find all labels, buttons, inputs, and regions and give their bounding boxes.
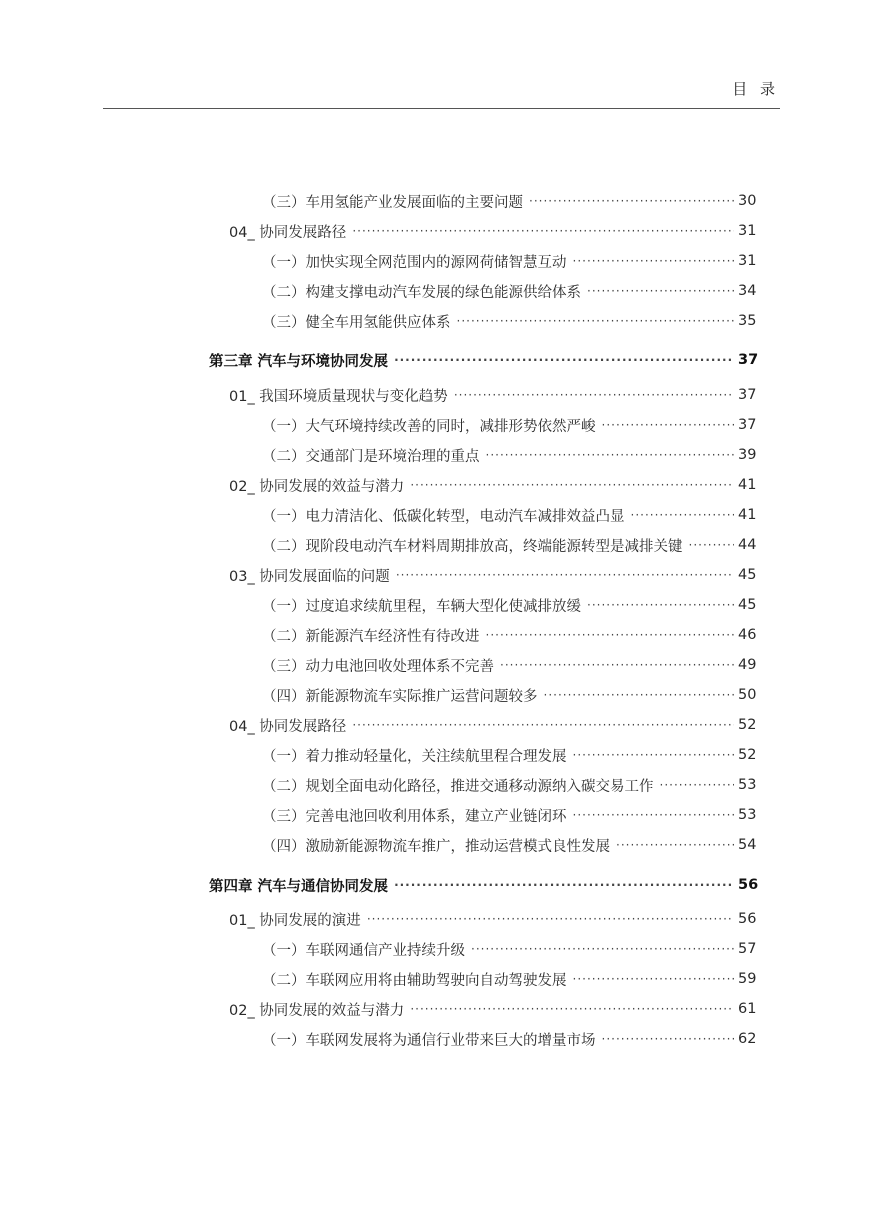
toc-entry-label: （三）健全车用氢能供应体系 xyxy=(262,314,451,331)
toc-subsection-entry[interactable] xyxy=(0,968,869,990)
toc-page-number: 59 xyxy=(738,971,757,987)
toc-page-number: 62 xyxy=(738,1031,757,1047)
toc-page-number: 56 xyxy=(738,911,757,927)
toc-subsection-entry[interactable] xyxy=(0,774,869,796)
toc-leader-dots xyxy=(660,774,735,796)
toc-page-number: 61 xyxy=(738,1001,757,1017)
toc-page-number: 53 xyxy=(738,807,757,823)
toc-entry-label: （一）电力清洁化、低碳化转型，电动汽车减排效益凸显 xyxy=(262,508,625,525)
toc-row xyxy=(262,804,756,826)
toc-entry-label: 04_ 协同发展路径 xyxy=(229,718,347,735)
toc-section-entry[interactable] xyxy=(0,714,869,736)
toc-leader-dots xyxy=(352,714,734,736)
toc-section-entry[interactable] xyxy=(0,908,869,930)
toc-row xyxy=(262,594,756,616)
toc-page-number: 56 xyxy=(738,877,759,893)
toc-page-number: 50 xyxy=(738,687,757,703)
toc-entry-label: （四）激励新能源物流车推广，推动运营模式良性发展 xyxy=(262,838,610,855)
toc-subsection-entry[interactable] xyxy=(0,1028,869,1050)
toc-entry-label: （二）现阶段电动汽车材料周期排放高，终端能源转型是减排关键 xyxy=(262,538,683,555)
toc-entry-label: （三）车用氢能产业发展面临的主要问题 xyxy=(262,194,523,211)
toc-entry-label: （一）车联网发展将为通信行业带来巨大的增量市场 xyxy=(262,1032,596,1049)
toc-subsection-entry[interactable] xyxy=(0,190,869,212)
toc-page-number: 35 xyxy=(738,313,757,329)
toc-page-number: 45 xyxy=(738,597,757,613)
toc-section-entry[interactable] xyxy=(0,384,869,406)
toc-section-entry[interactable] xyxy=(0,564,869,586)
toc-row xyxy=(262,444,756,466)
toc-leader-dots xyxy=(544,684,735,706)
toc-subsection-entry[interactable] xyxy=(0,938,869,960)
toc-row xyxy=(262,744,756,766)
toc-subsection-entry[interactable] xyxy=(0,414,869,436)
toc-page-number: 46 xyxy=(738,627,757,643)
toc-section-entry[interactable] xyxy=(0,220,869,242)
toc-row xyxy=(262,280,756,302)
toc-chapter-entry[interactable] xyxy=(0,874,869,896)
toc-subsection-entry[interactable] xyxy=(0,804,869,826)
toc-subsection-entry[interactable] xyxy=(0,280,869,302)
toc-leader-dots xyxy=(689,534,735,556)
toc-entry-label: 02_ 协同发展的效益与潜力 xyxy=(229,478,405,495)
toc-subsection-entry[interactable] xyxy=(0,744,869,766)
toc-leader-dots xyxy=(410,474,734,496)
toc-entry-label: （二）构建支撑电动汽车发展的绿色能源供给体系 xyxy=(262,284,581,301)
toc-page-number: 37 xyxy=(738,417,757,433)
toc-subsection-entry[interactable] xyxy=(0,534,869,556)
toc-row xyxy=(262,190,756,212)
toc-entry-label: （三）动力电池回收处理体系不完善 xyxy=(262,658,494,675)
toc-leader-dots xyxy=(486,624,735,646)
toc-row xyxy=(262,310,756,332)
toc-row xyxy=(229,908,756,930)
toc-subsection-entry[interactable] xyxy=(0,250,869,272)
toc-subsection-entry[interactable] xyxy=(0,654,869,676)
toc-page-number: 54 xyxy=(738,837,757,853)
toc-page-number: 52 xyxy=(738,717,757,733)
toc-row xyxy=(229,714,756,736)
toc-leader-dots xyxy=(457,310,735,332)
toc-entry-label: （二）新能源汽车经济性有待改进 xyxy=(262,628,480,645)
toc-page-number: 57 xyxy=(738,941,757,957)
toc-entry-label: （一）大气环境持续改善的同时，减排形势依然严峻 xyxy=(262,418,596,435)
toc-row xyxy=(229,220,756,242)
toc-subsection-entry[interactable] xyxy=(0,834,869,856)
toc-entry-label: （二）车联网应用将由辅助驾驶向自动驾驶发展 xyxy=(262,972,567,989)
toc-row xyxy=(262,504,756,526)
toc-leader-dots xyxy=(394,874,734,896)
toc-leader-dots xyxy=(410,998,734,1020)
toc-section-entry[interactable] xyxy=(0,474,869,496)
toc-chapter-entry[interactable] xyxy=(0,349,869,371)
toc-section-entry[interactable] xyxy=(0,998,869,1020)
toc-leader-dots xyxy=(602,1028,735,1050)
toc-entry-label: 02_ 协同发展的效益与潜力 xyxy=(229,1002,405,1019)
toc-row xyxy=(262,624,756,646)
toc-leader-dots xyxy=(471,938,734,960)
toc-page-number: 30 xyxy=(738,193,757,209)
toc-page-number: 53 xyxy=(738,777,757,793)
toc-row xyxy=(229,564,756,586)
toc-row xyxy=(209,874,759,896)
toc-entry-label: （一）着力推动轻量化，关注续航里程合理发展 xyxy=(262,748,567,765)
toc-leader-dots xyxy=(454,384,734,406)
toc-page-number: 49 xyxy=(738,657,757,673)
toc-row xyxy=(262,250,756,272)
toc-subsection-entry[interactable] xyxy=(0,684,869,706)
toc-entry-label: 04_ 协同发展路径 xyxy=(229,224,347,241)
toc-page-number: 45 xyxy=(738,567,757,583)
toc-page-number: 41 xyxy=(738,507,757,523)
toc-leader-dots xyxy=(396,564,734,586)
toc-leader-dots xyxy=(500,654,734,676)
toc-leader-dots xyxy=(573,804,735,826)
toc-leader-dots xyxy=(602,414,735,436)
toc-page-number: 44 xyxy=(738,537,757,553)
toc-entry-label: （一）过度追求续航里程，车辆大型化使减排放缓 xyxy=(262,598,581,615)
toc-page-number: 37 xyxy=(738,352,759,368)
toc-subsection-entry[interactable] xyxy=(0,594,869,616)
toc-entry-label: （三）完善电池回收利用体系，建立产业链闭环 xyxy=(262,808,567,825)
toc-entry-label: 03_ 协同发展面临的问题 xyxy=(229,568,390,585)
toc-leader-dots xyxy=(529,190,734,212)
toc-row xyxy=(262,534,756,556)
toc-leader-dots xyxy=(587,594,734,616)
toc-leader-dots xyxy=(587,280,734,302)
toc-page-number: 31 xyxy=(738,253,757,269)
toc-row xyxy=(209,349,759,371)
toc-entry-label: （一）车联网通信产业持续升级 xyxy=(262,942,465,959)
toc-entry-label: （二）交通部门是环境治理的重点 xyxy=(262,448,480,465)
toc-page-number: 34 xyxy=(738,283,757,299)
toc-row xyxy=(262,968,756,990)
toc-entry-label: （四）新能源物流车实际推广运营问题较多 xyxy=(262,688,538,705)
toc-leader-dots xyxy=(573,744,735,766)
toc-leader-dots xyxy=(367,908,734,930)
toc-row xyxy=(262,774,756,796)
toc-row xyxy=(262,1028,756,1050)
toc-subsection-entry[interactable] xyxy=(0,624,869,646)
toc-row xyxy=(262,834,756,856)
toc-leader-dots xyxy=(394,349,734,371)
toc-row xyxy=(262,654,756,676)
toc-entry-label: 01_ 我国环境质量现状与变化趋势 xyxy=(229,388,448,405)
page-title: 目 录 xyxy=(732,80,779,98)
toc-entry-label: 01_ 协同发展的演进 xyxy=(229,912,361,929)
toc-leader-dots xyxy=(573,250,735,272)
toc-page-number: 52 xyxy=(738,747,757,763)
toc-entry-label: 第三章 汽车与环境协同发展 xyxy=(209,353,389,370)
toc-row xyxy=(262,938,756,960)
toc-page-number: 37 xyxy=(738,387,757,403)
toc-row xyxy=(229,998,756,1020)
toc-row xyxy=(229,384,756,406)
toc-subsection-entry[interactable] xyxy=(0,504,869,526)
toc-row xyxy=(229,474,756,496)
toc-entry-label: 第四章 汽车与通信协同发展 xyxy=(209,878,389,895)
toc-page-number: 41 xyxy=(738,477,757,493)
toc-leader-dots xyxy=(486,444,735,466)
toc-entry-label: （二）规划全面电动化路径，推进交通移动源纳入碳交易工作 xyxy=(262,778,654,795)
toc-leader-dots xyxy=(352,220,734,242)
toc-leader-dots xyxy=(616,834,734,856)
toc-page-number: 31 xyxy=(738,223,757,239)
toc-entry-label: （一）加快实现全网范围内的源网荷储智慧互动 xyxy=(262,254,567,271)
toc-leader-dots xyxy=(631,504,735,526)
toc-row xyxy=(262,414,756,436)
toc-subsection-entry[interactable] xyxy=(0,444,869,466)
toc-leader-dots xyxy=(573,968,735,990)
toc-page-number: 39 xyxy=(738,447,757,463)
toc-row xyxy=(262,684,756,706)
toc-subsection-entry[interactable] xyxy=(0,310,869,332)
